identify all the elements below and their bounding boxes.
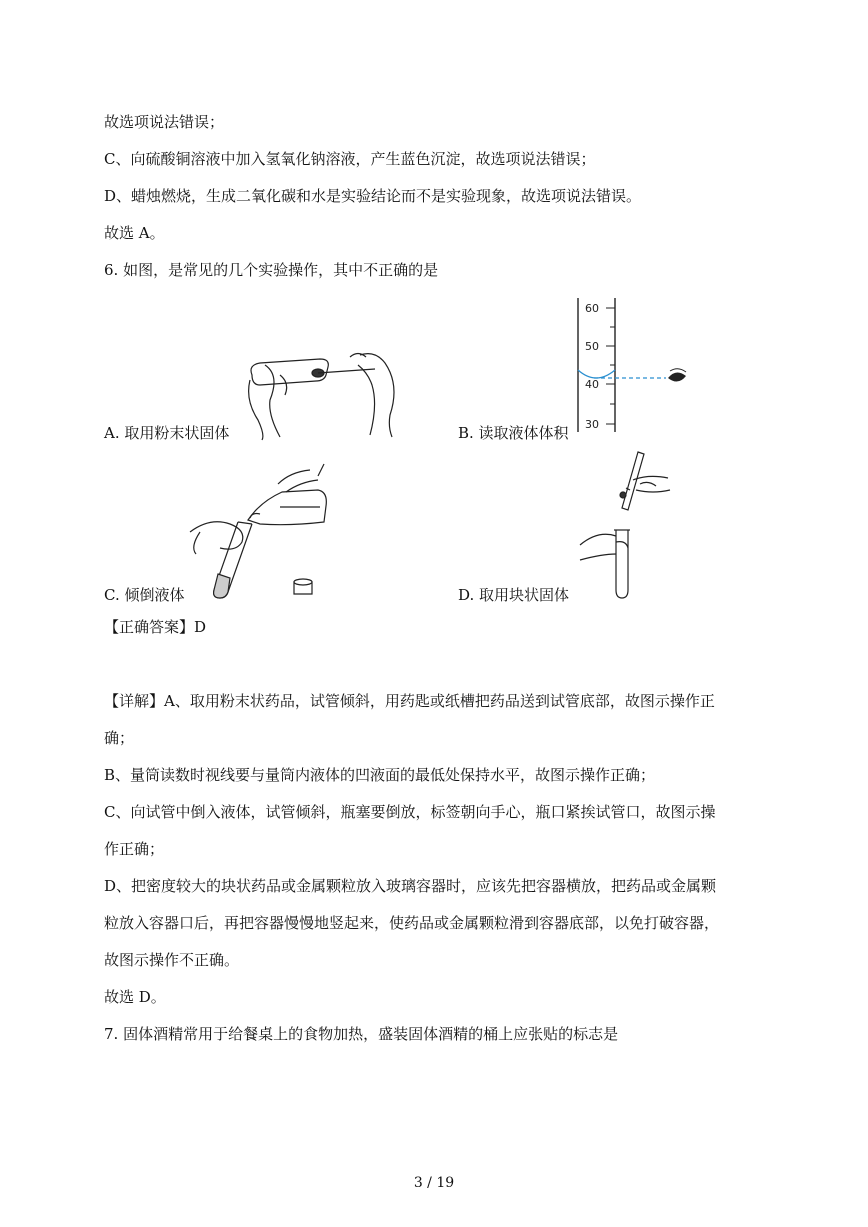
tick-label: 40	[585, 378, 599, 391]
tick-label: 60	[585, 302, 599, 315]
explanation-line: D、把密度较大的块状药品或金属颗粒放入玻璃容器时，应该先把容器横放，把药品或金属颗	[104, 877, 717, 895]
figure-d-block-solid	[578, 450, 678, 600]
option-c-label: C. 倾倒液体	[104, 586, 185, 604]
correct-answer: 【正确答案】D	[104, 618, 207, 636]
explanation-line: 作正确；	[104, 840, 165, 858]
tick-label: 30	[585, 418, 599, 431]
explanation-line: B、量筒读数时视线要与量筒内液体的凹液面的最低处保持水平，故图示操作正确；	[104, 766, 656, 784]
figure-c-pouring	[190, 462, 340, 602]
figure-b-cylinder	[570, 296, 695, 436]
bottle-stopper-icon	[294, 579, 312, 594]
explanation-line: 【详解】A、取用粉末状药品，试管倾斜，用药匙或纸槽把药品送到试管底部，故图示操作正	[104, 692, 715, 710]
explanation-line: 粒放入容器口后，再把容器慢慢地竖起来，使药品或金属颗粒滑到容器底部，以免打破容器，	[104, 914, 720, 932]
text-line: 故选 A。	[104, 224, 165, 242]
explanation-line: 确；	[104, 729, 135, 747]
option-d-label: D. 取用块状固体	[458, 586, 570, 604]
text-line: C、向硫酸铜溶液中加入氢氧化钠溶液，产生蓝色沉淀，故选项说法错误；	[104, 150, 596, 168]
question-6: 6. 如图，是常见的几个实验操作，其中不正确的是	[104, 261, 439, 279]
figure-a-powder	[240, 345, 410, 440]
option-b-label: B. 读取液体体积	[458, 424, 569, 442]
explanation-line: C、向试管中倒入液体，试管倾斜，瓶塞要倒放，标签朝向手心，瓶口紧挨试管口，故图示操	[104, 803, 716, 821]
tick-label: 50	[585, 340, 599, 353]
text-line: 故选项说法错误；	[104, 113, 225, 131]
text-line: D、蜡烛燃烧，生成二氧化碳和水是实验结论而不是实验现象，故选项说法错误。	[104, 187, 642, 205]
option-a-label: A. 取用粉末状固体	[104, 424, 230, 442]
explanation-line: 故选 D。	[104, 988, 166, 1006]
page-number: 3 / 19	[413, 1175, 455, 1191]
eye-icon	[668, 369, 686, 382]
explanation-line: 故图示操作不正确。	[104, 951, 240, 969]
question-7: 7. 固体酒精常用于给餐桌上的食物加热，盛装固体酒精的桶上应张贴的标志是	[104, 1025, 619, 1043]
